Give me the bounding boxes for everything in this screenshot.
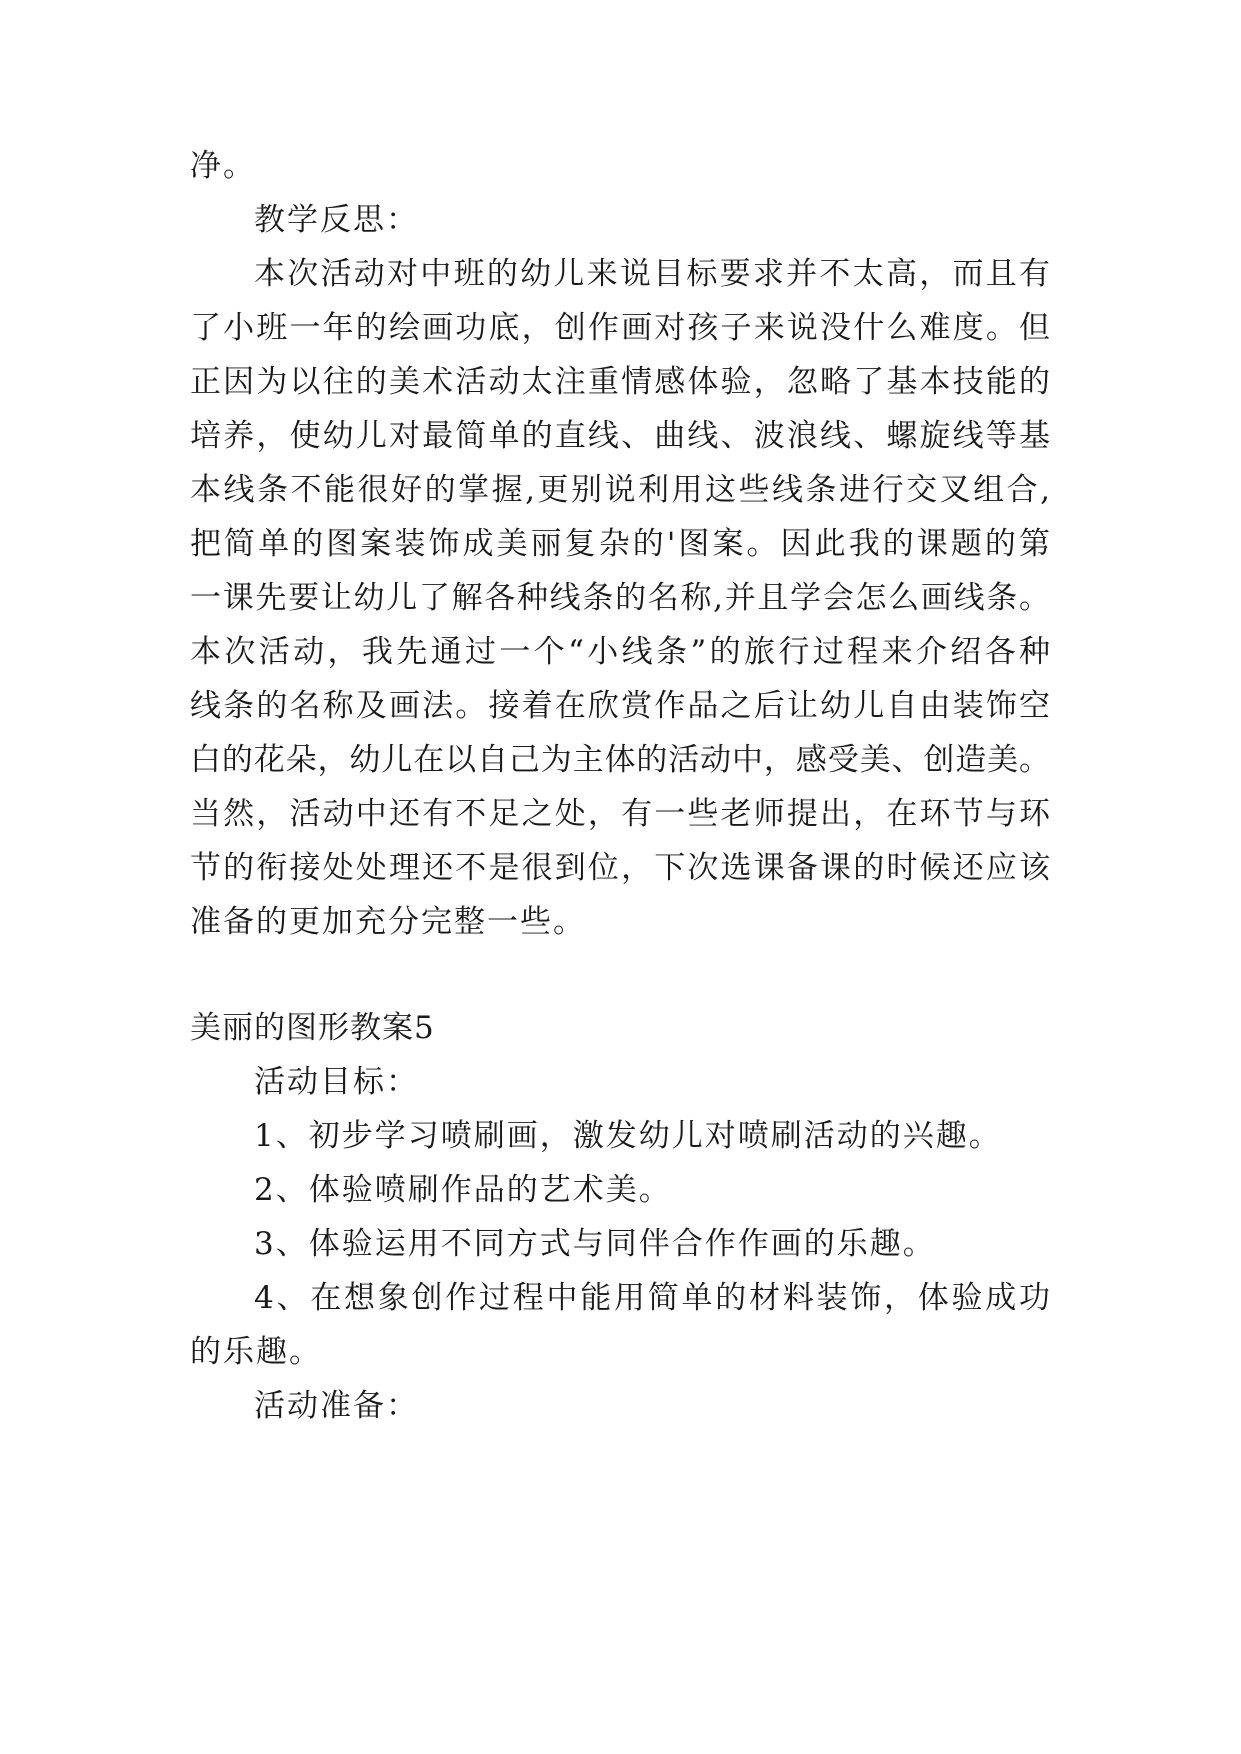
text-line: 本次活动对中班的幼儿来说目标要求并不太高，而且有 xyxy=(254,256,1050,292)
text-line: 把简单的图案装饰成美丽复杂的'图案。因此我的课题的第 xyxy=(190,526,1050,562)
text-line: 培养，使幼儿对最简单的直线、曲线、波浪线、螺旋线等基 xyxy=(190,418,1050,454)
text-line: 本次活动，我先通过一个“小线条”的旅行过程来介绍各种 xyxy=(190,634,1050,670)
text-line: 线条的名称及画法。接着在欣赏作品之后让幼儿自由装饰空 xyxy=(190,688,1050,724)
list-item-continuation: 的乐趣。 xyxy=(190,1334,322,1370)
objectives-heading: 活动目标： xyxy=(254,1064,419,1100)
text-line: 一课先要让幼儿了解各种线条的名称,并且学会怎么画线条。 xyxy=(190,580,1050,616)
section-title: 美丽的图形教案5 xyxy=(190,1010,435,1046)
list-item: 4、在想象创作过程中能用简单的材料装饰，体验成功 xyxy=(254,1280,1050,1316)
list-item: 1、初步学习喷刷画，激发幼儿对喷刷活动的兴趣。 xyxy=(254,1118,1002,1154)
text-line: 白的花朵，幼儿在以自己为主体的活动中，感受美、创造美。 xyxy=(190,742,1050,778)
text-line: 净。 xyxy=(190,148,256,184)
list-item: 2、体验喷刷作品的艺术美。 xyxy=(254,1172,672,1208)
reflection-heading: 教学反思： xyxy=(254,202,419,238)
text-line: 正因为以往的美术活动太注重情感体验，忽略了基本技能的 xyxy=(190,364,1050,400)
text-line: 本线条不能很好的掌握,更别说利用这些线条进行交叉组合, xyxy=(190,472,1050,508)
text-line: 了小班一年的绘画功底，创作画对孩子来说没什么难度。但 xyxy=(190,310,1050,346)
text-line: 节的衔接处处理还不是很到位，下次选课备课的时候还应该 xyxy=(190,850,1050,886)
text-line: 当然，活动中还有不足之处，有一些老师提出，在环节与环 xyxy=(190,796,1050,832)
text-line: 准备的更加充分完整一些。 xyxy=(190,904,586,940)
list-item: 3、体验运用不同方式与同伴合作作画的乐趣。 xyxy=(254,1226,936,1262)
preparation-heading: 活动准备： xyxy=(254,1388,419,1424)
